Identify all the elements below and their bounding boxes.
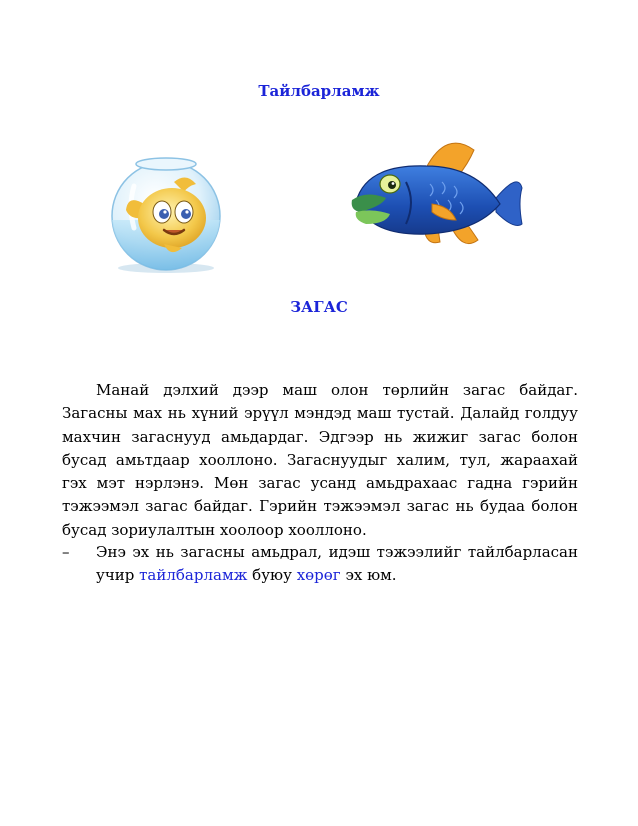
body-paragraph: Манай дэлхий дээр маш олон төрлийн загас байдаг. Загасны мах нь хүний эрүүл мэндэд маш тустай. Далайд голдуу махчин загаснууд амьдардаг. Эдгээр нь жижиг загас болон бусад амьтдаар хооллоно. Загаснуудыг халим, тул, жараахай гэх мэт нэрлэнэ. Мөн загас усанд амьдрахаас гадна гэрийн тэжээмэл загас байдаг. Гэрийн тэжээмэл загас нь будаа болон бусад зориулалтын хоолоор хооллоно. <box>62 381 578 539</box>
section-title: ЗАГАС <box>290 298 348 316</box>
term-highlight-description: тайлбарламж <box>139 566 248 585</box>
bullet-text-end: эх юм. <box>340 566 397 585</box>
bullet-text-start: Энэ эх нь загасны амьдрал, идэш тэжээлийг тайлбарласан учир <box>96 543 578 585</box>
bullet-marker: – <box>62 543 70 561</box>
term-highlight-portrait: хөрөг <box>296 566 341 585</box>
page-title: Тайлбарламж <box>258 82 380 100</box>
blue-fish-icon <box>346 128 526 258</box>
bullet-item <box>62 541 578 588</box>
bullet-text <box>96 541 578 588</box>
bullet-text-middle: буюу <box>247 566 297 585</box>
fish-bowl-icon <box>104 146 234 276</box>
